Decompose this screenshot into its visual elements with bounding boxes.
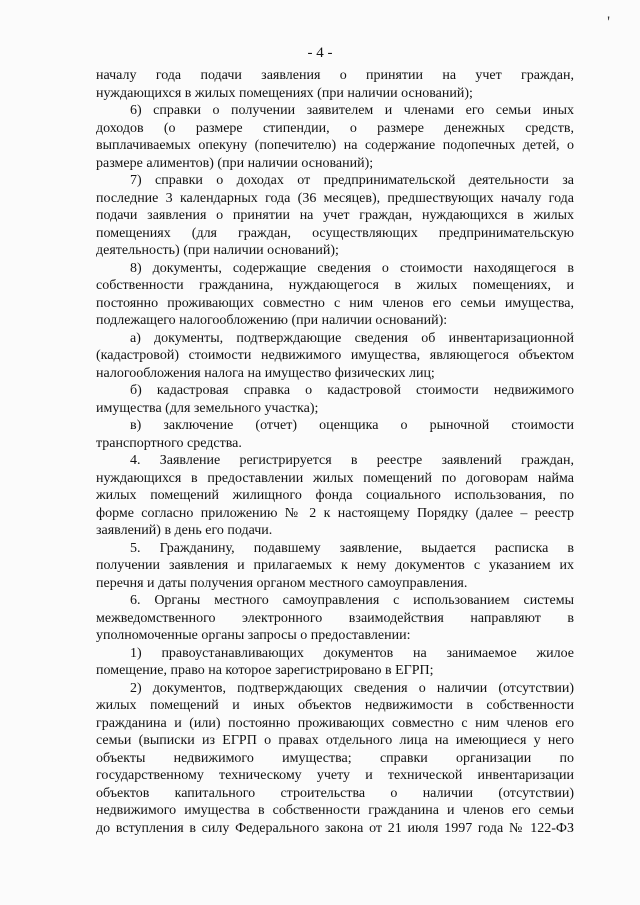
text-line: 6. Органы местного самоуправления с использованием системы xyxy=(130,593,574,608)
text-line: заявлений) в день его подачи. xyxy=(96,523,273,538)
text-line: жилых помещений и иных объектов недвижимости в собственности xyxy=(96,698,574,713)
corner-mark: ' xyxy=(607,14,610,31)
text-line: 5. Гражданину, подавшему заявление, выдается расписка в xyxy=(130,540,574,556)
text-line: объектов капитального строительства о наличии (отсутствии) xyxy=(96,785,574,801)
text-line: а) документы, подтверждающие сведения об инвентаризационной xyxy=(130,330,574,346)
text-line: 1) правоустанавливающих документов на занимаемое жилое xyxy=(130,645,574,661)
text-line: перечня и даты получения органом местного самоуправления. xyxy=(96,575,468,591)
paragraph xyxy=(96,417,574,452)
text-line: помещениях (для граждан, осуществляющих предпринимательскую xyxy=(96,225,574,241)
paragraph xyxy=(96,540,574,593)
text-line: последние 3 календарных года (36 месяцев), предшествующих началу года xyxy=(96,190,574,206)
paragraph xyxy=(96,452,574,540)
text-line: нуждающихся в предоставлении жилых помещений по договорам найма xyxy=(96,470,574,486)
text-line: помещение, право на которое зарегистрировано в ЕГРП; xyxy=(96,663,434,678)
text-line: в) заключение (отчет) оценщика о рыночной стоимости xyxy=(130,418,574,433)
text-line: транспортного средства. xyxy=(96,435,242,451)
paragraph xyxy=(96,330,574,383)
text-line: собственности гражданина, нуждающегося в жилых помещениях, и xyxy=(96,278,574,293)
paragraph xyxy=(96,680,574,838)
text-line: форме согласно приложению № 2 к настоящему Порядку (далее – реестр xyxy=(96,505,574,521)
paragraph xyxy=(96,260,574,330)
text-line: 7) справки о доходах от предпринимательской деятельности за xyxy=(130,173,574,188)
document-body xyxy=(96,67,574,837)
text-line: до вступления в силу Федерального закона от 21 июля 1997 года № 122-ФЗ xyxy=(96,820,574,836)
text-line: подачи заявления о принятии на учет граждан, нуждающихся в жилых xyxy=(96,208,574,223)
page-number: - 4 - xyxy=(307,45,333,61)
text-line: имущества (для земельного участка); xyxy=(96,400,319,416)
text-line: объекты недвижимого имущества; справки организации по xyxy=(96,750,574,766)
paragraph xyxy=(96,102,574,172)
text-line: уполномоченные органы запросы о предоставлении: xyxy=(96,628,411,643)
text-line: началу года подачи заявления о принятии на учет граждан, xyxy=(96,68,574,83)
text-line: 6) справки о получении заявителем и членами его семьи иных xyxy=(130,103,574,118)
text-line: гражданина и (или) постоянно проживающих совместно с ним членов его xyxy=(96,715,574,731)
paragraph xyxy=(96,645,574,680)
text-line: постоянно проживающих совместно с ним членов его семьи имущества, xyxy=(96,295,574,311)
text-line: доходов (о размере стипендии, о размере денежных средств, xyxy=(96,120,574,136)
text-line: получении заявления и прилагаемых к нему документов с указанием их xyxy=(96,558,574,573)
text-line: государственному техническому учету и технической инвентаризации xyxy=(96,768,574,783)
paragraph xyxy=(96,592,574,645)
paragraph xyxy=(96,67,574,102)
text-line: (кадастровой) стоимости недвижимого имущества, являющегося объектом xyxy=(96,348,574,363)
text-line: межведомственного электронного взаимодействия направляют в xyxy=(96,610,574,626)
text-line: недвижимого имущества в собственности гражданина и членов его семьи xyxy=(96,803,574,818)
paragraph xyxy=(96,382,574,417)
text-line: налогообложения налога на имущество физических лиц; xyxy=(96,365,435,381)
text-line: подлежащего налогообложению (при наличии оснований): xyxy=(96,313,448,328)
paragraph xyxy=(96,172,574,260)
text-line: б) кадастровая справка о кадастровой стоимости недвижимого xyxy=(130,383,574,398)
text-line: 8) документы, содержащие сведения о стоимости находящегося в xyxy=(130,260,574,276)
text-line: 4. Заявление регистрируется в реестре заявлений граждан, xyxy=(130,453,574,468)
text-line: 2) документов, подтверждающих сведения о наличии (отсутствии) xyxy=(130,680,574,696)
text-line: деятельность) (при наличии оснований); xyxy=(96,243,339,258)
text-line: размере алиментов) (при наличии оснований); xyxy=(96,155,374,171)
text-line: выплачиваемых опекуну (попечителю) на содержание подопечных детей, о xyxy=(96,138,574,153)
text-line: жилых помещений жилищного фонда социального использования, по xyxy=(96,488,574,503)
text-line: нуждающихся в жилых помещениях (при наличии оснований); xyxy=(96,85,473,101)
text-line: семьи (выписки из ЕГРП о правах отдельного лица на имеющиеся у него xyxy=(96,733,574,748)
